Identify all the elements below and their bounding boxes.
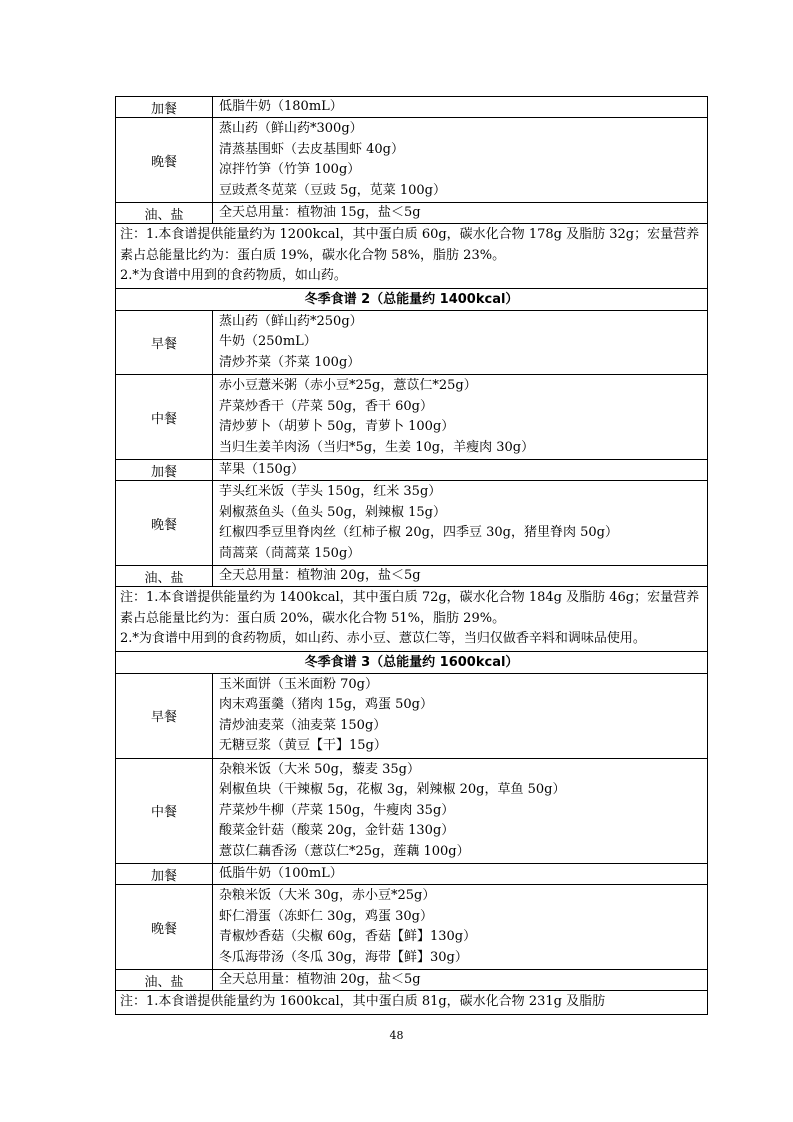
oil-salt-text: 全天总用量：植物油 20g，盐＜5g [213, 566, 708, 587]
table-row-s2-oil [116, 566, 708, 587]
table-row-s3-dinner [116, 885, 708, 970]
page-number: 48 [389, 1029, 404, 1042]
dish-cell [213, 97, 708, 118]
dish-item: 杂粮米饭（大米 30g，赤小豆*25g） [219, 888, 436, 903]
dish-cell [213, 460, 708, 481]
dish-item: 薏苡仁藕香汤（薏苡仁*25g，莲藕 100g） [219, 843, 470, 859]
table-row-s2-dinner [116, 481, 708, 566]
dish-item: 牛奶（250mL） [219, 334, 317, 349]
dish-item: 清蒸基围虾（去皮基围虾 40g） [219, 141, 404, 157]
note-line: 注：1.本食谱提供能量约为 1600kcal，其中蛋白质 81g，碳水化合物 231g 及脂肪 [120, 994, 606, 1009]
meal-label: 晚餐 [116, 885, 213, 970]
meal-label: 晚餐 [116, 118, 213, 203]
meal-label: 早餐 [116, 673, 213, 758]
meal-label: 早餐 [116, 310, 213, 375]
dish-item: 酸菜金针菇（酸菜 20g，金针菇 130g） [219, 823, 455, 838]
dish-item: 红椒四季豆里脊肉丝（红柿子椒 20g，四季豆 30g，猪里脊肉 50g） [219, 525, 618, 540]
meal-label: 油、盐 [116, 203, 213, 224]
dish-cell [213, 885, 708, 970]
table-row-s2-title [116, 288, 708, 310]
meal-label: 加餐 [116, 460, 213, 481]
dish-item: 茼蒿菜（茼蒿菜 150g） [219, 545, 361, 561]
table-row-s1-dinner [116, 118, 708, 203]
dish-item: 低脂牛奶（180mL） [219, 99, 343, 114]
table-row-s2-snack [116, 460, 708, 481]
dish-item: 肉末鸡蛋羹（猪肉 15g，鸡蛋 50g） [219, 697, 433, 712]
dish-item: 芹菜炒牛柳（芹菜 150g，牛瘦肉 35g） [219, 802, 455, 818]
meal-label: 中餐 [116, 758, 213, 864]
oil-salt-text: 全天总用量：植物油 15g，盐＜5g [213, 203, 708, 224]
dish-item: 玉米面饼（玉米面粉 70g） [219, 676, 378, 692]
dish-item: 清炒芥菜（芥菜 100g） [219, 354, 361, 370]
note-cell [116, 224, 708, 289]
dish-item: 杂粮米饭（大米 50g，藜麦 35g） [219, 761, 420, 777]
table-row-s3-lunch [116, 758, 708, 864]
meal-label: 加餐 [116, 864, 213, 885]
dish-item: 豆豉煮冬苋菜（豆豉 5g，苋菜 100g） [219, 182, 446, 198]
dish-cell [213, 310, 708, 375]
table-row-s3-breakfast [116, 673, 708, 758]
dish-item: 清炒萝卜（胡萝卜 50g，青萝卜 100g） [219, 419, 455, 434]
meal-label: 中餐 [116, 375, 213, 460]
table-row-s1-notes [116, 224, 708, 289]
dish-item: 剁椒鱼块（干辣椒 5g，花椒 3g，剁辣椒 20g，草鱼 50g） [219, 782, 566, 797]
dish-item: 青椒炒香菇（尖椒 60g，香菇【鲜】130g） [219, 929, 477, 944]
dish-cell [213, 481, 708, 566]
note-cell [116, 991, 708, 1015]
table-row-s1-snack [116, 97, 708, 118]
dish-item: 苹果（150g） [219, 462, 305, 477]
table-row-s3-title [116, 651, 708, 673]
dish-item: 当归生姜羊肉汤（当归*5g，生姜 10g，羊瘦肉 30g） [219, 439, 535, 455]
menu-table [115, 96, 708, 1015]
table-row-s3-oil [116, 970, 708, 991]
note-line: 注：1.本食谱提供能量约为 1200kcal，其中蛋白质 60g，碳水化合物 178g 及脂肪 32g；宏量营养素占总能量比约为：蛋白质 19%，碳水化合物 58%，脂肪 23%。 [120, 227, 700, 263]
dish-item: 蒸山药（鲜山药*300g） [219, 121, 363, 136]
dish-item: 赤小豆薏米粥（赤小豆*25g，薏苡仁*25g） [219, 378, 477, 393]
meal-label: 晚餐 [116, 481, 213, 566]
table-row-s2-breakfast [116, 310, 708, 375]
dish-cell [213, 758, 708, 864]
dish-item: 清炒油麦菜（油麦菜 150g） [219, 717, 387, 733]
dish-item: 蒸山药（鲜山药*250g） [219, 313, 363, 329]
dish-item: 凉拌竹笋（竹笋 100g） [219, 162, 361, 177]
table-row-s2-lunch [116, 375, 708, 460]
dish-item: 冬瓜海带汤（冬瓜 30g，海带【鲜】30g） [219, 949, 468, 965]
dish-cell [213, 673, 708, 758]
meal-label: 油、盐 [116, 970, 213, 991]
oil-salt-text: 全天总用量：植物油 20g，盐＜5g [213, 970, 708, 991]
dish-item: 芹菜炒香干（芹菜 50g，香干 60g） [219, 398, 433, 414]
dish-cell [213, 864, 708, 885]
table-row-s2-notes [116, 587, 708, 652]
dish-cell [213, 118, 708, 203]
table-row-s3-snack [116, 864, 708, 885]
note-line: 2.*为食谱中用到的食药物质，如山药。 [120, 268, 347, 283]
dish-item: 无糖豆浆（黄豆【干】15g） [219, 738, 387, 753]
dish-item: 芋头红米饭（芋头 150g，红米 35g） [219, 484, 442, 499]
meal-label: 加餐 [116, 97, 213, 118]
meal-label: 油、盐 [116, 566, 213, 587]
note-line: 2.*为食谱中用到的食药物质，如山药、赤小豆、薏苡仁等，当归仅做香辛料和调味品使用。 [120, 631, 646, 646]
note-cell [116, 587, 708, 652]
note-line: 注：1.本食谱提供能量约为 1400kcal，其中蛋白质 72g，碳水化合物 184g 及脂肪 46g；宏量营养素占总能量比约为：蛋白质 20%，碳水化合物 51%，脂肪 29%。 [120, 590, 700, 626]
section-title: 冬季食谱 3（总能量约 1600kcal） [116, 651, 708, 673]
table-row-s1-oil [116, 203, 708, 224]
table-row-s3-notes [116, 991, 708, 1015]
dish-item: 低脂牛奶（100mL） [219, 866, 343, 881]
dish-item: 虾仁滑蛋（冻虾仁 30g，鸡蛋 30g） [219, 908, 433, 924]
dish-cell [213, 375, 708, 460]
section-title: 冬季食谱 2（总能量约 1400kcal） [116, 288, 708, 310]
dish-item: 剁椒蒸鱼头（鱼头 50g，剁辣椒 15g） [219, 504, 446, 520]
